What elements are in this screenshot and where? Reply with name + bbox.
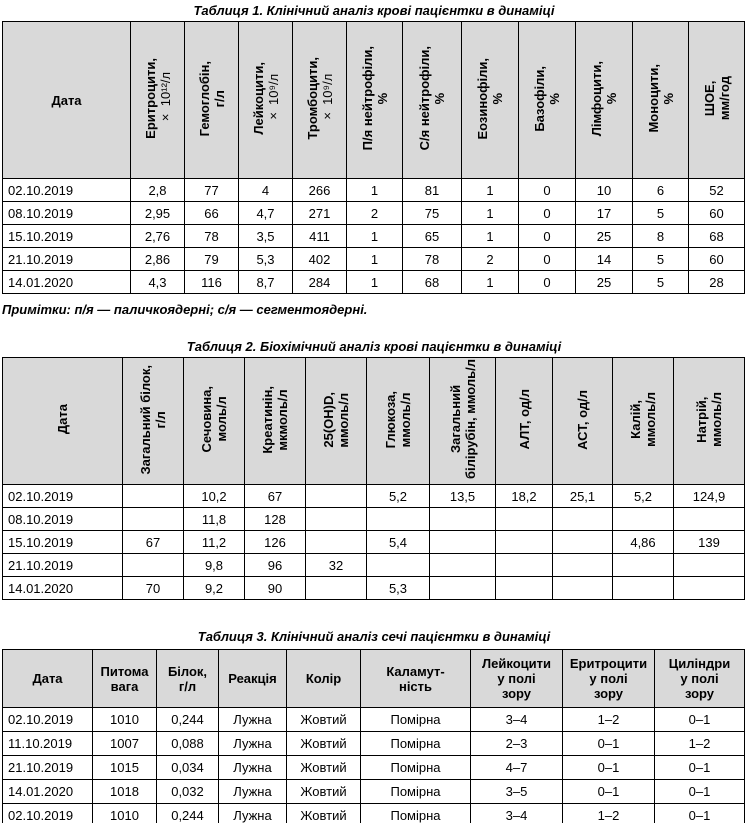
header-line: Колір (305, 671, 342, 686)
header-line: Реакція (228, 671, 277, 686)
value-cell: 11,2 (184, 531, 245, 554)
value-cell (367, 554, 430, 577)
value-cell: 28 (689, 271, 745, 294)
value-cell: Лужна (219, 804, 287, 823)
t3-header-8 (655, 650, 745, 708)
value-cell: 10,2 (184, 485, 245, 508)
value-cell: 17 (576, 202, 633, 225)
header-unit: ммоль/л (336, 392, 351, 447)
header-unit: ммоль/л (398, 392, 413, 447)
value-cell: 4 (239, 179, 293, 202)
value-cell (123, 554, 184, 577)
header-label (702, 76, 732, 120)
value-cell: 3–4 (471, 804, 563, 823)
value-cell: 8 (633, 225, 689, 248)
value-cell: 9,8 (184, 554, 245, 577)
value-cell: 1 (462, 271, 519, 294)
header-line: зору (593, 686, 624, 701)
date-cell: 21.10.2019 (3, 248, 131, 271)
value-cell: Лужна (219, 780, 287, 804)
value-cell: 77 (185, 179, 239, 202)
table-row (3, 756, 745, 780)
t2-header-9 (613, 358, 674, 485)
t2-header-5 (367, 358, 430, 485)
value-cell: 1 (462, 179, 519, 202)
value-cell: Помірна (361, 732, 471, 756)
value-cell: 66 (185, 202, 239, 225)
header-line: Питома (100, 663, 149, 679)
value-cell: 10 (576, 179, 633, 202)
value-cell: 1–2 (655, 732, 745, 756)
header-label (517, 389, 532, 449)
t1-header-5 (347, 22, 403, 179)
header-label (532, 66, 562, 132)
header-line: Каламут- (386, 663, 445, 679)
t2-header-0 (3, 358, 123, 485)
table-row (3, 780, 745, 804)
header-label (589, 61, 619, 136)
header-main: Глюкоза, (383, 390, 398, 449)
value-cell: 0 (519, 271, 576, 294)
value-cell: 0–1 (655, 780, 745, 804)
header-main: Лейкоцити, (250, 62, 266, 135)
header-label (199, 386, 229, 452)
value-cell: 25 (576, 225, 633, 248)
value-cell (674, 577, 745, 600)
header-line: зору (501, 686, 532, 701)
header-main: ШОЕ, (701, 80, 717, 117)
value-cell (496, 554, 553, 577)
value-cell (496, 531, 553, 554)
value-cell: 1010 (93, 708, 157, 732)
t1-header-1 (131, 22, 185, 179)
table-row (3, 531, 745, 554)
value-cell (674, 554, 745, 577)
date-cell: 08.10.2019 (3, 508, 123, 531)
table1-note: Примітки: п/я — паличкоядерні; с/я — сегментоядерні. (2, 302, 368, 317)
header-label (417, 46, 447, 150)
value-cell: 5,3 (367, 577, 430, 600)
value-cell (430, 554, 496, 577)
value-cell: 4,7 (239, 202, 293, 225)
value-cell: Лужна (219, 756, 287, 780)
table-row (3, 554, 745, 577)
value-cell: 1–2 (563, 804, 655, 823)
header-label (628, 392, 658, 447)
header-main: Моноцити, (645, 64, 661, 133)
t1-header-11 (689, 22, 745, 179)
value-cell: 0,244 (157, 708, 219, 732)
header-unit: г/л (153, 410, 168, 429)
header-main: Дата (55, 404, 70, 435)
t2-header-1 (123, 358, 184, 485)
header-unit: × 10⁹/л (319, 73, 335, 124)
value-cell (613, 508, 674, 531)
value-cell: 139 (674, 531, 745, 554)
header-label (197, 61, 227, 136)
t2-header-2 (184, 358, 245, 485)
value-cell: 3–4 (471, 708, 563, 732)
header-line: г/л (178, 678, 197, 694)
date-cell: 02.10.2019 (3, 485, 123, 508)
value-cell: 11,8 (184, 508, 245, 531)
value-cell: 0,032 (157, 780, 219, 804)
value-cell: 2,95 (131, 202, 185, 225)
table2-caption: Таблиця 2. Біохімічний аналіз крові пацієнтки в динаміці (186, 339, 562, 354)
header-main: АСТ, од/л (575, 389, 590, 450)
value-cell (367, 508, 430, 531)
header-unit: мм/год (716, 76, 732, 121)
value-cell: 5 (633, 202, 689, 225)
value-cell: Помірна (361, 780, 471, 804)
header-main: Калій, (628, 400, 643, 439)
value-cell: 60 (689, 202, 745, 225)
t3-header-7 (563, 650, 655, 708)
value-cell: 4,3 (131, 271, 185, 294)
date-cell: 14.01.2020 (3, 577, 123, 600)
value-cell: 5 (633, 248, 689, 271)
value-cell: 18,2 (496, 485, 553, 508)
value-cell: 6 (633, 179, 689, 202)
value-cell (613, 554, 674, 577)
header-main: С/я нейтрофіли, (417, 46, 432, 151)
t2-header-3 (245, 358, 306, 485)
header-unit: × 10⁹/л (265, 73, 281, 124)
header-main: Еозинофіли, (475, 57, 490, 140)
value-cell: 8,7 (239, 271, 293, 294)
value-cell (553, 508, 613, 531)
table1-caption: Таблиця 1. Клінічний аналіз крові пацієнтки в динаміці (193, 3, 555, 18)
value-cell: 25,1 (553, 485, 613, 508)
date-cell: 14.01.2020 (3, 271, 131, 294)
value-cell: 2–3 (471, 732, 563, 756)
value-cell (430, 508, 496, 531)
value-cell: 128 (245, 508, 306, 531)
value-cell: 13,5 (430, 485, 496, 508)
value-cell: 96 (245, 554, 306, 577)
value-cell: 0,034 (157, 756, 219, 780)
header-main: Креатинін, (260, 385, 275, 454)
header-line: вага (110, 678, 139, 694)
value-cell: 1 (347, 271, 403, 294)
header-line: Дата (32, 671, 63, 686)
value-cell: 9,2 (184, 577, 245, 600)
value-cell: 1–2 (563, 708, 655, 732)
header-main: Еритроцити, (142, 58, 158, 139)
value-cell: 284 (293, 271, 347, 294)
value-cell: 0 (519, 225, 576, 248)
header-label (251, 62, 281, 135)
t3-header-6 (471, 650, 563, 708)
table-row (3, 271, 745, 294)
header-unit: × 10¹²/л (157, 72, 173, 125)
header-line: Білок, (167, 663, 208, 679)
header-unit: % (374, 92, 390, 105)
value-cell: 70 (123, 577, 184, 600)
date-cell: 08.10.2019 (3, 202, 131, 225)
value-cell: 25 (576, 271, 633, 294)
header-line: Еритроцити (569, 656, 648, 671)
header-label (138, 365, 168, 475)
value-cell (306, 531, 367, 554)
t3-header-0 (3, 650, 93, 708)
table-row (3, 179, 745, 202)
value-cell: Жовтий (287, 732, 361, 756)
blood-test-table (2, 21, 745, 294)
table-row (3, 202, 745, 225)
header-line: у полі (589, 671, 628, 686)
value-cell (123, 508, 184, 531)
value-cell (306, 485, 367, 508)
header-label (694, 392, 724, 447)
value-cell: 0 (519, 202, 576, 225)
table-row (3, 485, 745, 508)
header-label: Дата (51, 92, 82, 108)
header-label (305, 57, 335, 140)
value-cell: Жовтий (287, 804, 361, 823)
header-label (260, 386, 290, 454)
header-line: Лейкоцити (482, 656, 551, 671)
date-cell: 21.10.2019 (3, 554, 123, 577)
value-cell: 0–1 (655, 804, 745, 823)
table-row (3, 804, 745, 823)
table-row (3, 732, 745, 756)
header-unit: білірубін, ммоль/л (462, 359, 478, 480)
header-main: Загальний білок, (138, 364, 153, 475)
header-main: Гемоглобін, (196, 60, 212, 137)
value-cell: 0–1 (563, 780, 655, 804)
date-cell: 21.10.2019 (3, 756, 93, 780)
value-cell: 2 (347, 202, 403, 225)
value-cell: 126 (245, 531, 306, 554)
date-cell: 02.10.2019 (3, 804, 93, 823)
header-main: Базофіли, (532, 65, 547, 132)
value-cell: 4,86 (613, 531, 674, 554)
value-cell: 81 (403, 179, 462, 202)
value-cell: 2,86 (131, 248, 185, 271)
date-cell: 14.01.2020 (3, 780, 93, 804)
header-unit: ммоль/л (709, 392, 724, 447)
value-cell: Помірна (361, 804, 471, 823)
value-cell: 78 (185, 225, 239, 248)
header-main: П/я нейтрофіли, (359, 46, 375, 151)
header-unit: % (490, 92, 505, 105)
header-unit: моль/л (214, 396, 229, 443)
value-cell: 5,2 (367, 485, 430, 508)
value-cell: 67 (123, 531, 184, 554)
t1-header-8 (519, 22, 576, 179)
t2-header-4 (306, 358, 367, 485)
value-cell: 1015 (93, 756, 157, 780)
t1-header-4 (293, 22, 347, 179)
value-cell: 4–7 (471, 756, 563, 780)
t1-header-0 (3, 22, 131, 179)
t1-header-6 (403, 22, 462, 179)
value-cell: 68 (689, 225, 745, 248)
t1-header-7 (462, 22, 519, 179)
value-cell: 52 (689, 179, 745, 202)
value-cell: 67 (245, 485, 306, 508)
value-cell: 1 (347, 179, 403, 202)
value-cell: 2,8 (131, 179, 185, 202)
value-cell: 5,3 (239, 248, 293, 271)
header-main: Натрій, (694, 396, 709, 443)
date-cell: 11.10.2019 (3, 732, 93, 756)
value-cell: 1007 (93, 732, 157, 756)
value-cell: 65 (403, 225, 462, 248)
value-cell: Лужна (219, 732, 287, 756)
value-cell: 68 (403, 271, 462, 294)
value-cell: 116 (185, 271, 239, 294)
value-cell: 124,9 (674, 485, 745, 508)
t1-header-10 (633, 22, 689, 179)
header-unit: % (604, 92, 619, 105)
biochemistry-table (2, 357, 745, 600)
header-label (575, 390, 590, 450)
header-unit: % (660, 92, 676, 105)
value-cell: 271 (293, 202, 347, 225)
value-cell: 3–5 (471, 780, 563, 804)
header-label (360, 46, 390, 150)
value-cell (430, 531, 496, 554)
urine-test-table (2, 649, 745, 823)
value-cell: 0 (519, 179, 576, 202)
value-cell: 0 (519, 248, 576, 271)
date-cell: 15.10.2019 (3, 531, 123, 554)
value-cell (553, 554, 613, 577)
value-cell: 0,088 (157, 732, 219, 756)
header-unit: г/л (211, 89, 227, 108)
header-unit: мкмоль/л (275, 388, 290, 451)
value-cell: 75 (403, 202, 462, 225)
header-main: Загальний (447, 385, 463, 454)
value-cell: 78 (403, 248, 462, 271)
value-cell: 5,2 (613, 485, 674, 508)
value-cell: 79 (185, 248, 239, 271)
value-cell: Жовтий (287, 708, 361, 732)
date-cell: 02.10.2019 (3, 179, 131, 202)
value-cell: 2,76 (131, 225, 185, 248)
value-cell (496, 508, 553, 531)
header-main: Тромбоцити, (304, 57, 320, 140)
value-cell: 1018 (93, 780, 157, 804)
header-main: 25(OH)D, (321, 391, 336, 448)
table-row (3, 225, 745, 248)
t3-header-2 (157, 650, 219, 708)
header-line: ність (398, 678, 433, 694)
t2-header-7 (496, 358, 553, 485)
header-main: Лімфоцити, (589, 60, 604, 137)
value-cell: 0,244 (157, 804, 219, 823)
header-unit: % (432, 92, 447, 105)
value-cell: 0–1 (563, 732, 655, 756)
value-cell: 32 (306, 554, 367, 577)
value-cell: 5,4 (367, 531, 430, 554)
date-cell: 15.10.2019 (3, 225, 131, 248)
header-line: у полі (680, 671, 719, 686)
value-cell (496, 577, 553, 600)
t1-header-3 (239, 22, 293, 179)
t3-header-3 (219, 650, 287, 708)
value-cell (674, 508, 745, 531)
header-unit: % (547, 92, 562, 105)
table3-caption: Таблиця 3. Клінічний аналіз сечі пацієнтки в динаміці (197, 629, 551, 644)
header-line: у полі (497, 671, 536, 686)
t3-header-5 (361, 650, 471, 708)
value-cell (613, 577, 674, 600)
value-cell (553, 531, 613, 554)
header-label (646, 64, 676, 133)
date-cell: 02.10.2019 (3, 708, 93, 732)
value-cell: 3,5 (239, 225, 293, 248)
value-cell: 0–1 (655, 756, 745, 780)
value-cell: Помірна (361, 756, 471, 780)
t2-header-10 (674, 358, 745, 485)
value-cell: Лужна (219, 708, 287, 732)
value-cell: Помірна (361, 708, 471, 732)
table-row (3, 577, 745, 600)
value-cell: Жовтий (287, 756, 361, 780)
header-label (55, 404, 70, 434)
value-cell: 1 (462, 202, 519, 225)
t2-header-8 (553, 358, 613, 485)
value-cell: 2 (462, 248, 519, 271)
t1-header-2 (185, 22, 239, 179)
t3-header-1 (93, 650, 157, 708)
header-main: Сечовина, (199, 386, 214, 453)
table-row (3, 508, 745, 531)
header-label (143, 58, 173, 139)
t2-header-6 (430, 358, 496, 485)
value-cell (430, 577, 496, 600)
table-row (3, 708, 745, 732)
value-cell: 411 (293, 225, 347, 248)
value-cell: 1010 (93, 804, 157, 823)
header-main: АЛТ, од/л (516, 389, 532, 450)
value-cell (553, 577, 613, 600)
value-cell: 5 (633, 271, 689, 294)
header-line: зору (684, 686, 715, 701)
value-cell: 402 (293, 248, 347, 271)
table-row (3, 248, 745, 271)
header-label (475, 58, 505, 140)
value-cell: 14 (576, 248, 633, 271)
value-cell: 0–1 (655, 708, 745, 732)
value-cell: 0–1 (563, 756, 655, 780)
header-label (448, 359, 478, 479)
value-cell: Жовтий (287, 780, 361, 804)
value-cell: 1 (347, 248, 403, 271)
header-label (383, 391, 413, 448)
value-cell (306, 577, 367, 600)
value-cell: 266 (293, 179, 347, 202)
value-cell (123, 485, 184, 508)
header-unit: ммоль/л (643, 392, 658, 447)
value-cell: 90 (245, 577, 306, 600)
value-cell: 1 (347, 225, 403, 248)
t1-header-9 (576, 22, 633, 179)
header-label (321, 392, 351, 448)
t3-header-4 (287, 650, 361, 708)
value-cell (306, 508, 367, 531)
header-line: Циліндри (668, 656, 731, 671)
value-cell: 60 (689, 248, 745, 271)
value-cell: 1 (462, 225, 519, 248)
